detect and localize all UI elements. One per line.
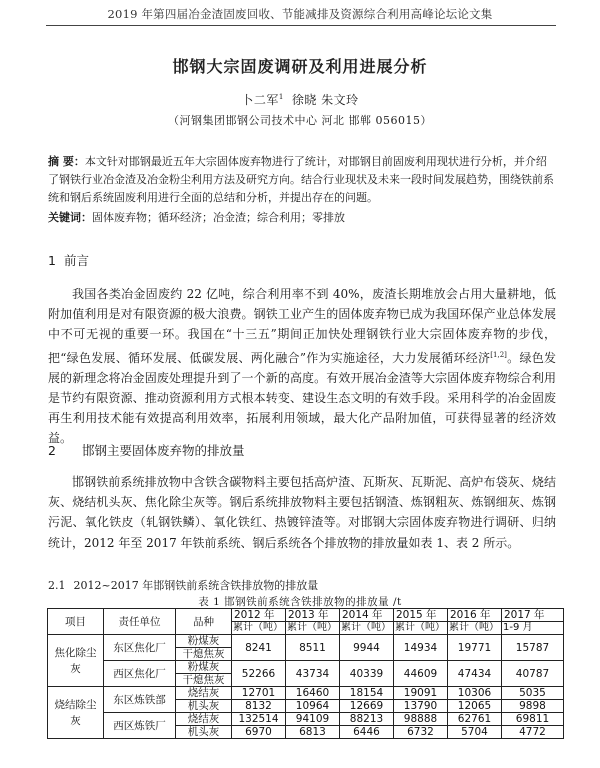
cell-value: 8511 bbox=[286, 635, 340, 661]
row-product: 烧结灰 bbox=[176, 713, 232, 726]
row-product: 烧结灰 bbox=[176, 687, 232, 700]
table-1 bbox=[47, 608, 564, 739]
cell-value: 4772 bbox=[502, 726, 564, 739]
cell-value: 5704 bbox=[448, 726, 502, 739]
section-1-title: 前言 bbox=[63, 253, 89, 268]
row-unit: 西区炼铁厂 bbox=[104, 713, 176, 739]
paper-title: 邯钢大宗固废调研及利用进展分析 bbox=[172, 57, 428, 76]
row-project: 焦化除尘灰 bbox=[48, 635, 104, 687]
col-subheader: 累计（吨） bbox=[394, 622, 448, 635]
cell-value: 98888 bbox=[394, 713, 448, 726]
col-header-year: 2015 年 bbox=[394, 609, 448, 622]
col-subheader: 累计（吨） bbox=[340, 622, 394, 635]
row-unit: 东区炼铁部 bbox=[104, 687, 176, 713]
cell-value: 6813 bbox=[286, 726, 340, 739]
section-1-text-a: 我国各类冶金固废约 22 亿吨，综合利用率不到 40%，废渣长期堆放会占用大量耕地，低附加值利用是对有限资源的极大浪费。钢铁工业产生的固体废弃物已成为我国环保产业总体发展中不可无视的重要一环。我国在“十三五”期间正加快处理钢铁行业大宗固体废弃物的步伐，把“绿色发展、循环发展、低碳发展、两化融合”作为实施途径，大力发展循环经济 bbox=[48, 287, 556, 365]
abstract-text: 本文针对邯钢最近五年大宗固体废弃物进行了统计，对邯钢目前固废利用现状进行分析，并介绍了钢铁行业冶金渣及冶金粉尘利用方法及研究方向。结合行业现状及未来一段时间发展趋势，围绕铁前系统和钢后系统固废利用进行全面的总结和分析，并提出存在的问题。 bbox=[48, 155, 554, 204]
section-1-text-b: 。绿色发展的新理念将冶金固废处理提升到了一个新的高度。有效开展冶金渣等大宗固体废弃物综合利用是节约有限资源、推动资源利用方式根本转变、建设生态文明的有效手段。采用科学的冶金固废再生利用技术能有效提高利用效率，拓展利用领域，最大化产品附加值，可获得显著的经济效益。 bbox=[48, 350, 556, 446]
abstract-label: 摘 要： bbox=[48, 155, 85, 168]
section-1-number: 1 bbox=[48, 253, 56, 268]
section-2-paragraph: 邯钢铁前系统排放物中含铁含碳物料主要包括高炉渣、瓦斯灰、瓦斯泥、高炉布袋灰、烧结灰、烧结机头灰、焦化除尘灰等。钢后系统排放物料主要包括钢渣、炼钢粗灰、炼钢细灰、炼钢污泥、氧化铁皮（轧钢铁鳞）、氧化铁红、热镀锌渣等。对邯钢大宗固体废弃物进行调研、归纳统计，2012 年至 2017 年铁前系统、钢后系统各个排放物的排放量如表 1、表 2 所示。 bbox=[48, 475, 556, 550]
row-product: 机头灰 bbox=[176, 726, 232, 739]
cell-value: 6732 bbox=[394, 726, 448, 739]
cell-value: 14934 bbox=[394, 635, 448, 661]
cell-value: 13790 bbox=[394, 700, 448, 713]
row-project: 烧结除尘灰 bbox=[48, 687, 104, 739]
cell-value: 62761 bbox=[448, 713, 502, 726]
cell-value: 12701 bbox=[232, 687, 286, 700]
cell-value: 8241 bbox=[232, 635, 286, 661]
cell-value: 12065 bbox=[448, 700, 502, 713]
col-header-project: 项目 bbox=[48, 609, 104, 635]
author-first: 卜二军 bbox=[241, 93, 279, 107]
cell-value: 10306 bbox=[448, 687, 502, 700]
cell-value: 9944 bbox=[340, 635, 394, 661]
cell-value: 94109 bbox=[286, 713, 340, 726]
author-line bbox=[0, 91, 600, 108]
col-subheader: 1-9 月 bbox=[502, 622, 564, 635]
row-product: 粉煤灰 bbox=[176, 661, 232, 674]
row-product: 干熄焦灰 bbox=[176, 674, 232, 687]
keywords-label: 关键词： bbox=[48, 211, 92, 224]
running-header: 2019 年第四届冶金渣固废回收、节能减排及资源综合利用高峰论坛论文集 bbox=[107, 7, 493, 21]
table-header-row bbox=[48, 609, 564, 622]
cell-value: 40787 bbox=[502, 661, 564, 687]
table-row bbox=[48, 635, 564, 648]
cell-value: 40339 bbox=[340, 661, 394, 687]
cell-value: 132514 bbox=[232, 713, 286, 726]
table-row bbox=[48, 687, 564, 700]
cell-value: 15787 bbox=[502, 635, 564, 661]
col-header-product: 品种 bbox=[176, 609, 232, 635]
cell-value: 16460 bbox=[286, 687, 340, 700]
section-2-heading bbox=[48, 441, 244, 459]
keywords-text: 固体废弃物；循环经济；冶金渣；综合利用；零排放 bbox=[92, 211, 345, 224]
cell-value: 8132 bbox=[232, 700, 286, 713]
table-row bbox=[48, 713, 564, 726]
col-subheader: 累计（吨） bbox=[448, 622, 502, 635]
col-header-year: 2012 年 bbox=[232, 609, 286, 622]
author-first-sup: 1 bbox=[278, 93, 284, 101]
col-subheader: 累计（吨） bbox=[286, 622, 340, 635]
row-unit: 西区焦化厂 bbox=[104, 661, 176, 687]
col-header-unit: 责任单位 bbox=[104, 609, 176, 635]
col-header-year: 2017 年 bbox=[502, 609, 564, 622]
col-header-year: 2014 年 bbox=[340, 609, 394, 622]
cell-value: 43734 bbox=[286, 661, 340, 687]
cell-value: 88213 bbox=[340, 713, 394, 726]
cell-value: 44609 bbox=[394, 661, 448, 687]
keywords bbox=[48, 209, 556, 227]
abstract bbox=[48, 153, 556, 207]
row-product: 粉煤灰 bbox=[176, 635, 232, 648]
table-1-caption: 表 1 邯钢铁前系统含铁排放物的排放量 /t bbox=[198, 596, 402, 608]
section-1-paragraph bbox=[48, 284, 556, 449]
cell-value: 52266 bbox=[232, 661, 286, 687]
header-divider bbox=[46, 25, 556, 26]
citation: [1,2] bbox=[490, 350, 507, 359]
row-product: 机头灰 bbox=[176, 700, 232, 713]
col-header-year: 2016 年 bbox=[448, 609, 502, 622]
cell-value: 18154 bbox=[340, 687, 394, 700]
section-1-heading bbox=[48, 251, 89, 269]
table-row bbox=[48, 661, 564, 674]
section-2-number: 2 bbox=[48, 443, 56, 458]
section-2-title: 邯钢主要固体废弃物的排放量 bbox=[81, 443, 245, 458]
subsection-2-1-heading bbox=[48, 577, 318, 593]
cell-value: 69811 bbox=[502, 713, 564, 726]
row-product: 干熄焦灰 bbox=[176, 648, 232, 661]
cell-value: 6970 bbox=[232, 726, 286, 739]
cell-value: 5035 bbox=[502, 687, 564, 700]
cell-value: 10964 bbox=[286, 700, 340, 713]
affiliation: （河钢集团邯钢公司技术中心 河北 邯郸 056015） bbox=[168, 114, 432, 127]
row-unit: 东区焦化厂 bbox=[104, 635, 176, 661]
cell-value: 19091 bbox=[394, 687, 448, 700]
subsection-2-1-number: 2.1 bbox=[48, 579, 66, 592]
author-rest: 徐晓 朱文玲 bbox=[291, 93, 359, 107]
cell-value: 47434 bbox=[448, 661, 502, 687]
cell-value: 19771 bbox=[448, 635, 502, 661]
col-subheader: 累计（吨） bbox=[232, 622, 286, 635]
col-header-year: 2013 年 bbox=[286, 609, 340, 622]
cell-value: 9898 bbox=[502, 700, 564, 713]
cell-value: 6446 bbox=[340, 726, 394, 739]
cell-value: 12669 bbox=[340, 700, 394, 713]
subsection-2-1-title: 2012~2017 年邯钢铁前系统含铁排放物的排放量 bbox=[73, 579, 319, 592]
